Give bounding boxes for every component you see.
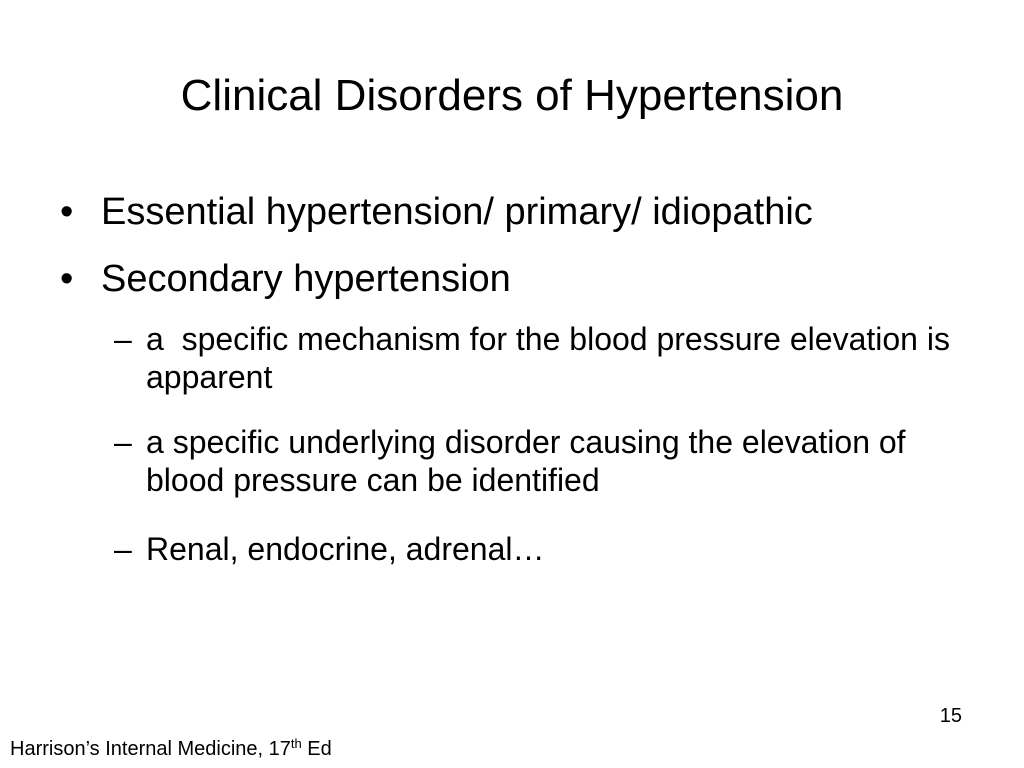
page-number: 15 [939,705,962,727]
sub-bullet-marker: – [114,321,132,357]
citation-suffix: Ed [301,738,332,760]
sub-bullet-marker: – [114,531,132,567]
bullet-text: Essential hypertension/ primary/ idiopathic [101,191,813,233]
bullet-marker: • [60,191,74,233]
sub-bullet-marker: – [114,424,132,460]
sub-bullet-text: Renal, endocrine, adrenal… [146,531,545,567]
citation-superscript: th [290,736,302,751]
slide-title: Clinical Disorders of Hypertension [180,71,844,120]
citation-prefix: Harrison’s Internal Medicine, 17 [10,738,291,760]
bullet-marker: • [60,258,74,300]
citation [10,736,332,762]
sub-bullet-text: a specific underlying disorder causing the elevation of blood pressure can be identified [146,424,906,498]
bullet-text: Secondary hypertension [101,258,511,300]
sub-bullet-text: a specific mechanism for the blood pressure elevation is apparent [146,321,959,395]
